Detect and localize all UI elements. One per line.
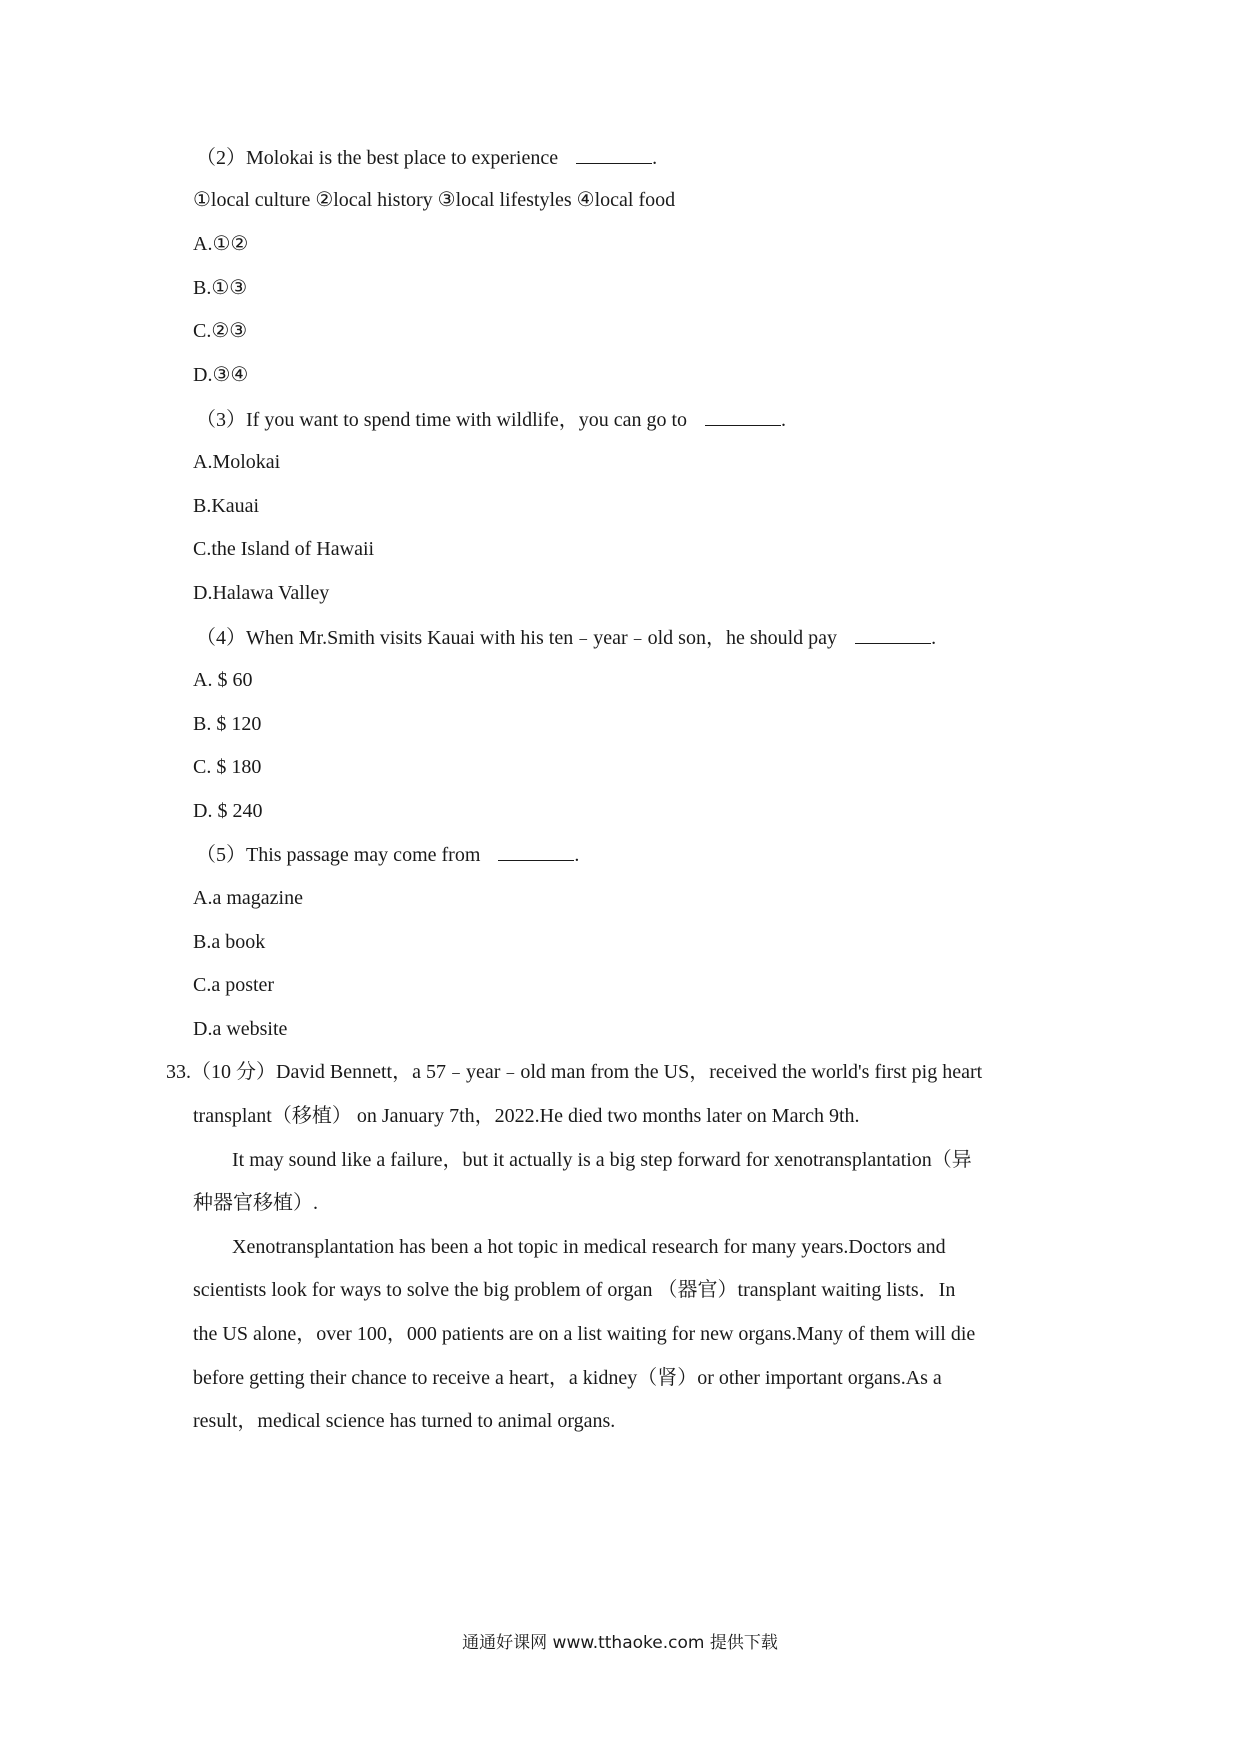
question-5-stem: （5）This passage may come from . xyxy=(196,844,580,866)
passage-line: Xenotransplantation has been a hot topic in medical research for many years.Doctors and xyxy=(232,1236,946,1258)
option-b: B. $ 120 xyxy=(193,713,262,735)
passage-line: transplant（移植） on January 7th，2022.He died two months later on March 9th. xyxy=(193,1105,860,1127)
option-a: A.Molokai xyxy=(193,451,281,473)
option-a: A.①② xyxy=(193,233,249,255)
option-d: D.Halawa Valley xyxy=(193,582,330,604)
passage-line: before getting their chance to receive a heart，a kidney（肾）or other important organs.As a xyxy=(193,1367,942,1389)
question-number: 33. xyxy=(166,1061,191,1083)
question-2-stem: （2）Molokai is the best place to experience . xyxy=(196,147,658,169)
option-b: B.Kauai xyxy=(193,495,260,517)
answer-blank xyxy=(855,625,931,644)
passage-line: 种器官移植）. xyxy=(193,1192,318,1214)
question-2-choices: ①local culture ②local history ③local lifestyles ④local food xyxy=(193,189,676,211)
question-4-stem: （4）When Mr.Smith visits Kauai with his ten﹣year﹣old son，he should pay . xyxy=(196,627,937,649)
answer-blank xyxy=(576,145,652,164)
passage-line: It may sound like a failure，but it actually is a big step forward for xenotransplantation（异 xyxy=(232,1149,972,1171)
passage-line: David Bennett，a 57﹣year﹣old man from the US，received the world's first pig heart xyxy=(276,1061,983,1083)
option-b: B.a book xyxy=(193,931,266,953)
option-c: C.the Island of Hawaii xyxy=(193,538,375,560)
answer-blank xyxy=(705,407,781,426)
option-a: A.a magazine xyxy=(193,887,303,909)
option-c: C.a poster xyxy=(193,974,275,996)
option-b: B.①③ xyxy=(193,277,248,299)
option-d: D. $ 240 xyxy=(193,800,263,822)
answer-blank xyxy=(498,842,574,861)
option-d: D.③④ xyxy=(193,364,249,386)
option-c: C. $ 180 xyxy=(193,756,262,778)
option-d: D.a website xyxy=(193,1018,288,1040)
question-score: （10 分） xyxy=(191,1061,276,1083)
passage-line: the US alone，over 100，000 patients are on a list waiting for new organs.Many of them will die xyxy=(193,1323,976,1345)
question-33-header xyxy=(166,1060,982,1084)
option-a: A. $ 60 xyxy=(193,669,253,691)
passage-line: scientists look for ways to solve the big problem of organ （器官）transplant waiting lists．In xyxy=(193,1279,956,1301)
page-footer: 通通好课网 www.tthaoke.com 提供下载 xyxy=(462,1633,778,1653)
passage-line: result，medical science has turned to animal organs. xyxy=(193,1410,616,1432)
option-c: C.②③ xyxy=(193,320,248,342)
question-3-stem: （3）If you want to spend time with wildlife，you can go to . xyxy=(196,409,787,431)
